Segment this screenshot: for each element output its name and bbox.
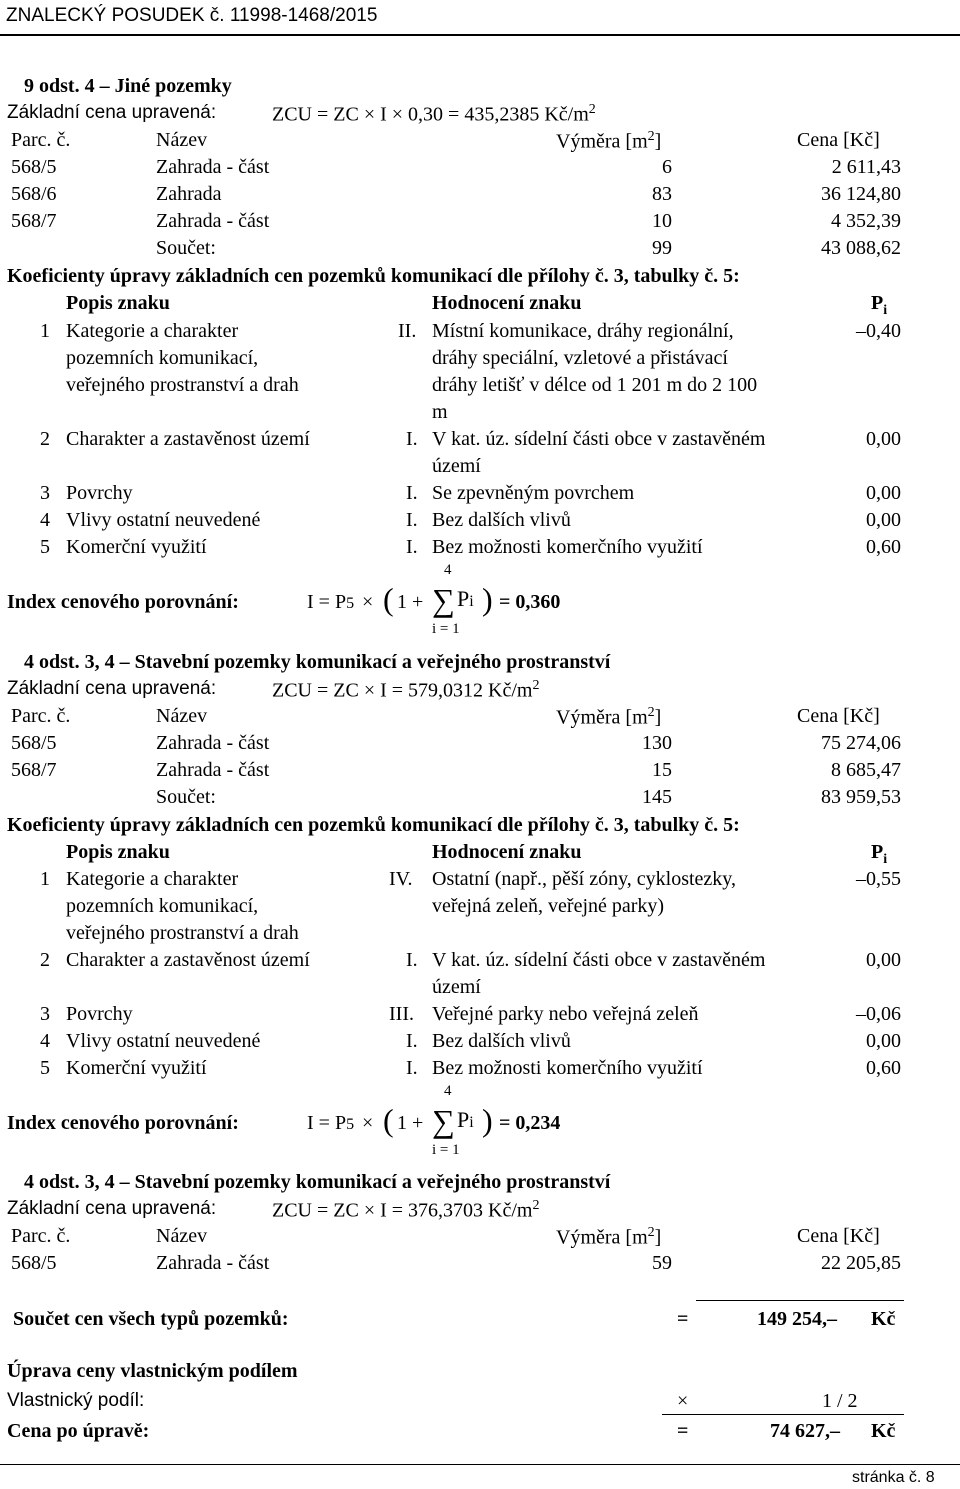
table-header-parc: Parc. č. [11,1225,71,1247]
share-rule [662,1414,904,1415]
coef-header-eval: Hodnocení znaku [432,292,582,314]
table-header-parc: Parc. č. [11,129,71,151]
table-header-name: Název [156,1225,208,1247]
coef-heading: Koeficienty úpravy základních cen pozemků komunikací dle přílohy č. 3, tabulky č. 5: [7,814,740,836]
coef-header-pi: $P_i$ [871,841,888,867]
table-header-area: Výměra $[m^2]$ [556,129,662,153]
total-rule [696,1300,904,1301]
header-divider [0,34,960,36]
table-header-price: Cena [Kč] [797,705,880,727]
price-label: Základní cena upravená: [7,1198,217,1219]
summation-symbol: ∑ [432,582,455,618]
section-heading: 4 odst. 3, 4 – Stavební pozemky komunikací a veřejného prostranství [24,651,611,673]
section-heading: 9 odst. 4 – Jiné pozemky [24,75,232,97]
price-formula: ZCU = ZC × I = 376,3703 $Kč/m^2$ [272,1198,540,1222]
price-formula: ZCU = ZC × I = 579,0312 $Kč/m^2$ [272,678,540,702]
price-formula: ZCU = ZC × I × 0,30 = 435,2385 $Kč/m^2$ [272,102,596,126]
page-number: stránka č. 8 [852,1469,935,1486]
price-label: Základní cena upravená: [7,678,217,699]
coef-header-eval: Hodnocení znaku [432,841,582,863]
table-header-price: Cena [Kč] [797,129,880,151]
ownership-heading: Úprava ceny vlastnickým podílem [7,1360,298,1382]
table-header-area: Výměra $[m^2]$ [556,705,662,729]
table-header-price: Cena [Kč] [797,1225,880,1247]
coef-header-sign: Popis znaku [66,292,170,314]
table-header-area: Výměra $[m^2]$ [556,1225,662,1249]
document-header-title: ZNALECKÝ POSUDEK č. 11998-1468/2015 [6,5,378,26]
table-header-parc: Parc. č. [11,705,71,727]
coef-header-sign: Popis znaku [66,841,170,863]
price-label: Základní cena upravená: [7,102,217,123]
table-header-name: Název [156,129,208,151]
section-heading: 4 odst. 3, 4 – Stavební pozemky komunikací a veřejného prostranství [24,1171,611,1193]
footer-divider [0,1464,960,1465]
coef-header-pi: $P_i$ [871,292,888,318]
table-header-name: Název [156,705,208,727]
summation-symbol: ∑ [432,1103,455,1139]
coef-heading: Koeficienty úpravy základních cen pozemků komunikací dle přílohy č. 3, tabulky č. 5: [7,265,740,287]
